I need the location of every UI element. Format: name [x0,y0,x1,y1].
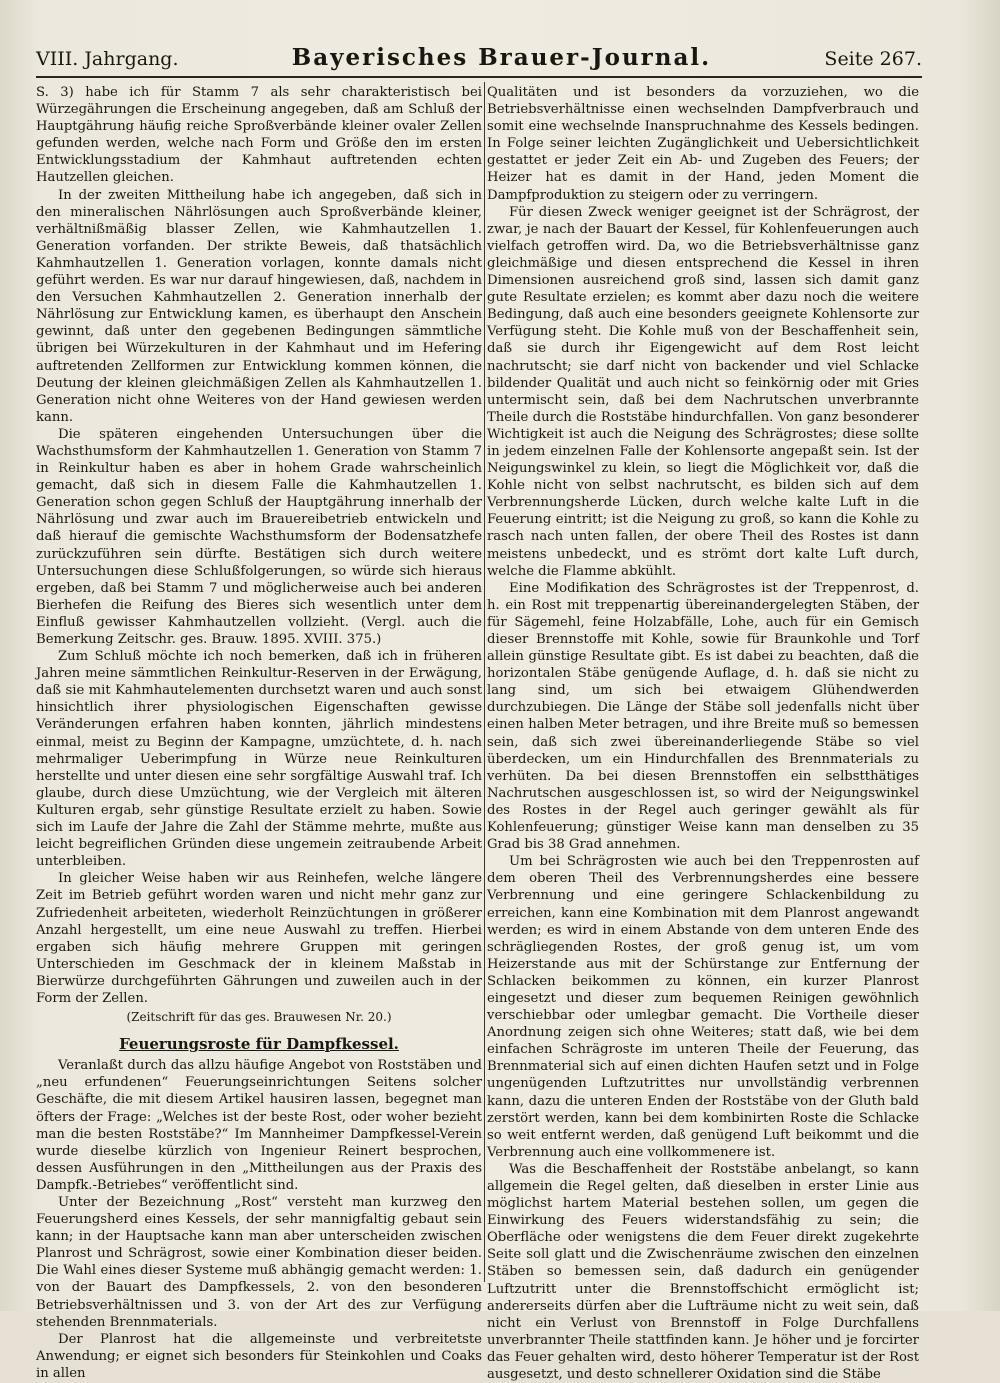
paragraph: Der Planrost hat die allgemeinste und verbreitetste Anwendung; er eignet sich besonders für Steinkohlen und Coaks in allen [36,1331,482,1381]
paragraph: In gleicher Weise haben wir aus Reinhefen, welche längere Zeit im Betrieb geführt worden waren und nicht mehr ganz zur Zufriedenheit arbeiteten, wiederholt Reinzüchtungen in größerer Anzahl hergestellt, um eine neue Auswahl zu treffen. Hierbei ergaben sich häufig mehrere Gruppen mit geringen Unterschieden im Geschmack der in kleinem Maßstab in Bierwürze durchgeführten Gährungen und zuweilen auch in der Form der Zellen. [36,871,482,1006]
section-heading: Feuerungsroste für Dampfkessel. [119,1035,399,1054]
paragraph: Eine Modifikation des Schrägrostes ist der Treppenrost, d. h. ein Rost mit treppenartig übereinandergelegten Stäben, der für Sägemehl, feine Holzabfälle, Lohe, auch für ein Gemisch dieser Brennstoffe mit Kohle, sowie für Braunkohle und Torf allein günstige Resultate gibt. Es ist dabei zu beachten, daß die horizontalen Stäbe genügende Auflage, d. h. daß sie nicht zu lang sind, um sich bei etwaigem Glühendwerden durchzubiegen. Die Länge der Stäbe soll jedenfalls nicht über einen halben Meter betragen, und ihre Breite muß so bemessen sein, daß sich zwei übereinanderliegende Stäbe so viel überdecken, um ein Hindurchfallen des Brennmaterials zu verhüten. Da bei diesen Brennstoffen ein selbstthätiges Nachrutschen ausgeschlossen ist, so wird der Neigungswinkel des Rostes in der Regel auch geringer gewählt als für Kohlenfeuerung; günstiger Weise kann man denselben zu 35 Grad bis 38 Grad annehmen. [487,580,919,853]
paragraph: Die späteren eingehenden Untersuchungen über die Wachsthumsform der Kahmhautzellen 1. Generation von Stamm 7 in Reinkultur haben es aber in hohem Grade wahrscheinlich gemacht, daß sich in diesem Falle die Kahmhautzellen 1. Generation schon gegen Schluß der Hauptgährung innerhalb der Nährlösung und zwar auch im Brauereibetrieb entwickeln und daß hierauf die gemischte Wachsthumsform der Bodensatzhefe zurückzuführen sein dürfte. Bestätigen sich durch weitere Untersuchungen diese Schlußfolgerungen, so würde sich hieraus ergeben, daß bei Stamm 7 und möglicherweise auch bei anderen Bierhefen die Reifung des Bieres sich wesentlich unter dem Einfluß gewisser Kahmhautzellen vollzieht. (Vergl. auch die Bemerkung Zeitschr. ges. Brauw. 1895. XVIII. 375.) [36,426,482,647]
page-number: Seite 267. [824,48,922,70]
column-divider [484,82,485,1282]
right-column [487,84,919,1383]
paragraph: In der zweiten Mittheilung habe ich angegeben, daß sich in den mineralischen Nährlösungen auch Sproßverbände kleiner, verhältnißmäßig blasser Zellen, wie Kahmhautzellen 1. Generation vorfanden. Der strikte Beweis, daß thatsächlich Kahmhautzellen 1. Generation vorlagen, konnte damals nicht geführt werden. Es war nur darauf hingewiesen, daß, nachdem in den Versuchen Kahmhautzellen 2. Generation innerhalb der Nährlösung zur Entwicklung kamen, es überhaupt den Anschein gewinnt, daß unter den gegebenen Bedingungen sämmtliche übrigen bei Würzekulturen in der Kahmhaut und im Hefering auftretenden Zellformen zur Entwicklung kommen können, die Deutung der kleinen gleichmäßigen Zellen als Kahmhautzellen 1. Generation nicht ohne Weiteres von der Hand gewiesen werden kann. [36,187,482,425]
volume-label: VIII. Jahrgang. [36,48,179,70]
source-citation: (Zeitschrift für das ges. Brauwesen Nr. 20.) [126,1010,392,1025]
paragraph: Zum Schluß möchte ich noch bemerken, daß ich in früheren Jahren meine sämmtlichen Reinkultur-Reserven in der Erwägung, daß sie mit Kahmhautelementen durchsetzt waren und auch sonst hinsichtlich ihrer physiologischen Eigenschaften gewisse Veränderungen erfahren haben konnten, jährlich mindestens einmal, meist zu Beginn der Kampagne, umzüchtete, d. h. nach mehrmaliger Ueberimpfung in Würze neue Reinkulturen herstellte und unter diesen eine sehr sorgfältige Auswahl traf. Ich glaube, durch diese Umzüchtung, wie der Vergleich mit älteren Kulturen ergab, sehr günstige Resultate erzielt zu haben. Sowie sich im Laufe der Jahre die Zahl der Stämme mehrte, mußte aus leicht begreiflichen Gründen diese ungemein zeitraubende Arbeit unterbleiben. [36,649,482,870]
paragraph: Qualitäten und ist besonders da vorzuziehen, wo die Betriebsverhältnisse einen wechselnden Dampfverbrauch und somit eine wechselnde Inanspruchnahme des Kessels bedingen. In Folge seiner leichten Zugänglichkeit und Uebersichtlichkeit gestattet er jeder Zeit ein Ab- und Zugeben des Feuers; der Heizer hat es damit in der Hand, jeden Moment die Dampfproduktion zu steigern oder zu verringern. [487,85,919,203]
paragraph: Um bei Schrägrosten wie auch bei den Treppenrosten auf dem oberen Theil des Verbrennungsherdes eine bessere Verbrennung und eine geringere Schlackenbildung zu erreichen, kann eine Kombination mit dem Planrost angewandt werden; es wird in einem Abstande von dem unteren Ende des schrägliegenden Rostes, der groß genug ist, um vom Heizerstande aus mit der Schürstange zur Entfernung der Schlacken beikommen zu können, ein kurzer Planrost eingesetzt und dieser zum bequemen Reinigen gewöhnlich verschiebbar oder umlegbar gemacht. Die Vortheile dieser Anordnung zeigen sich ohne Weiteres; statt daß, wie bei dem einfachen Schrägroste im unteren Theile der Feuerung, das Brennmaterial sich auf einen dichten Haufen setzt und in Folge ungenügenden Luftzutrittes nur unvollständig verbrennen kann, dazu die unteren Enden der Roststäbe von der Gluth bald zerstört werden, kann bei dem kombinirten Roste die Schlacke so weit entfernt werden, daß genügend Luft beikommt und die Verbrennung auch eine vollkommenere ist. [487,854,919,1160]
paragraph: S. 3) habe ich für Stamm 7 als sehr charakteristisch bei Würzegährungen die Erscheinung angegeben, daß am Schluß der Hauptgährung häufig reiche Sproßverbände kleiner ovaler Zellen gefunden werden, welche nach Form und Größe den im ersten Entwicklungsstadium der Kahmhaut auftretenden echten Hautzellen gleichen. [36,85,482,186]
paragraph: Für diesen Zweck weniger geeignet ist der Schrägrost, der zwar, je nach der Bauart der Kessel, für Kohlenfeuerungen auch vielfach getroffen wird. Da, wo die Betriebsverhältnisse ganz gleichmäßige und diesen entsprechend die Kessel in ihren Dimensionen ausreichend groß sind, lassen sich damit ganz gute Resultate erzielen; es kommt aber dazu noch die weitere Bedingung, daß auch eine besonders geeignete Kohlensorte zur Verfügung steht. Die Kohle muß von der Beschaffenheit sein, daß sie durch ihr Eigengewicht auf dem Rost leicht nachrutscht; sie darf nicht von backender und viel Schlacke bildender Qualität und auch nicht so feinkörnig oder mit Gries untermischt sein, daß bei dem Nachrutschen unverbrannte Theile durch die Roststäbe hindurchfallen. Von ganz besonderer Wichtigkeit ist auch die Neigung des Schrägrostes; diese sollte in jedem einzelnen Falle der Kohlensorte angepaßt sein. Ist der Neigungswinkel zu klein, so liegt die Möglichkeit vor, daß die Kohle nicht von selbst nachrutscht, es bilden sich auf dem Verbrennungsherde Lücken, durch welche kalte Luft in die Feuerung eintritt; ist die Neigung zu groß, so kann die Kohle zu rasch nach unten fallen, der obere Theil des Rostes ist dann meistens unbedeckt, und es strömt dort kalte Luft durch, welche die Flamme abkühlt. [487,204,919,579]
page-header [36,44,922,78]
journal-title: Bayerisches Brauer-Journal. [291,44,712,71]
paragraph: Unter der Bezeichnung „Rost“ versteht man kurzweg den Feuerungsherd eines Kessels, der sehr mannigfaltig gebaut sein kann; in der Hauptsache kann man aber unterscheiden zwischen Planrost und Schrägrost, sowie einer Kombination dieser beiden. Die Wahl eines dieser Systeme muß abhängig gemacht werden: 1. von der Bauart des Dampfkessels, 2. von den besonderen Betriebsverhältnissen und 3. von der Art des zur Verfügung stehenden Brennmaterials. [36,1195,482,1330]
left-column [36,84,482,1381]
paragraph: Veranlaßt durch das allzu häufige Angebot von Roststäben und „neu erfundenen“ Feuerungseinrichtungen Seitens solcher Geschäfte, die mit diesem Artikel hausiren lassen, begegnet man öfters der Frage: „Welches ist der beste Rost, oder woher bezieht man die besten Roststäbe?“ Im Mannheimer Dampfkessel-Verein wurde dieselbe kürzlich von Ingenieur Reinert besprochen, dessen Ausführungen in den „Mittheilungen aus der Praxis des Dampfk.-Betriebes“ veröffentlicht sind. [36,1058,482,1193]
paragraph: Was die Beschaffenheit der Roststäbe anbelangt, so kann allgemein die Regel gelten, daß dieselben in erster Linie aus möglichst hartem Material bestehen sollen, um gegen die Einwirkung des Feuers widerstandsfähig zu sein; die Oberfläche oder wenigstens die dem Feuer direkt zugekehrte Seite soll glatt und die Zwischenräume zwischen den einzelnen Stäben so bemessen sein, daß dadurch ein genügender Luftzutritt unter die Brennstoffschicht ermöglicht ist; andererseits dürfen aber die Lufträume nicht zu weit sein, daß nicht ein Verlust von Brennstoff in Folge Durchfallens unverbrannter Theile stattfinden kann. Je höher und je forcirter das Feuer gehalten wird, desto höherer Temperatur ist der Rost ausgesetzt, und desto schnellerer Oxidation sind die Stäbe [487,1161,919,1383]
